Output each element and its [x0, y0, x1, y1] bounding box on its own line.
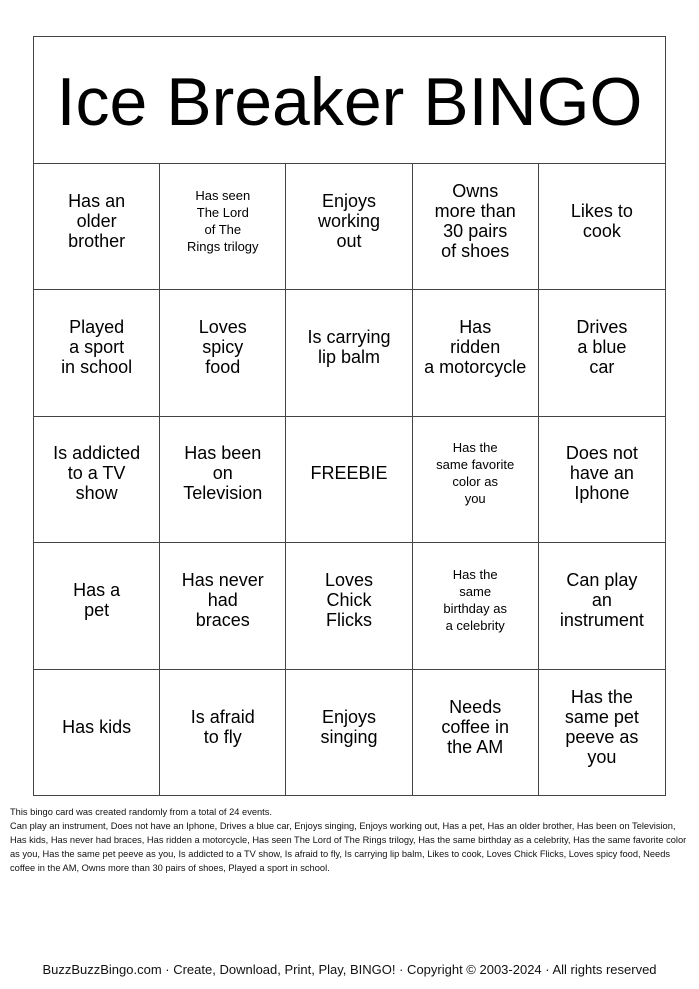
cell-text-line: FREEBIE	[310, 463, 388, 484]
cell-text-line: Rings trilogy	[187, 238, 259, 254]
bingo-cell[interactable]	[34, 417, 160, 543]
cell-text-line: Has the	[570, 686, 633, 707]
cell-text-line: car	[589, 357, 615, 378]
card-description	[10, 805, 690, 875]
bingo-cell[interactable]	[160, 543, 286, 669]
cell-text-line: a blue	[577, 337, 627, 358]
bingo-cell[interactable]	[34, 164, 160, 290]
cell-text-line: you	[587, 746, 617, 767]
bingo-cell[interactable]	[413, 164, 539, 290]
cell-text-line: show	[75, 483, 118, 504]
cell-text-line: you	[464, 491, 486, 507]
cell-text-line: Likes to	[570, 200, 633, 221]
cell-text-line: Can play	[566, 569, 638, 590]
page-footer: BuzzBuzzBingo.com · Create, Download, Print, Play, BINGO! · Copyright © 2003-2024 · All rights reserved	[42, 962, 657, 977]
bingo-cell[interactable]	[286, 670, 412, 796]
bingo-cell[interactable]	[286, 290, 412, 416]
cell-text-line: Has seen	[195, 187, 251, 203]
cell-text-line: Enjoys	[321, 190, 376, 211]
cell-text-line: instrument	[559, 609, 644, 630]
cell-text-line: spicy	[202, 337, 244, 358]
cell-text-line: Is addicted	[53, 443, 141, 464]
bingo-cell[interactable]	[539, 164, 665, 290]
cell-text-line: Television	[183, 483, 263, 504]
cell-text-line: brother	[68, 230, 126, 251]
cell-text-line: a motorcycle	[424, 357, 527, 378]
cell-text-line: Has an	[68, 190, 126, 211]
cell-text-line: Played	[69, 317, 125, 338]
cell-text-line: Needs	[449, 696, 502, 717]
cell-text-line: birthday as	[443, 600, 507, 616]
bingo-cell[interactable]	[160, 164, 286, 290]
bingo-cell[interactable]	[34, 543, 160, 669]
cell-text-line: Does not	[565, 443, 638, 464]
bingo-cell[interactable]	[413, 670, 539, 796]
card-title: Ice Breaker BINGO	[34, 37, 665, 164]
cell-text-line: Enjoys	[321, 706, 376, 727]
cell-text-line: The Lord	[196, 204, 249, 220]
cell-text-line: color as	[452, 474, 498, 490]
cell-text-line: a sport	[69, 337, 125, 358]
cell-text-line: 30 pairs	[443, 220, 508, 241]
cell-text-line: Is carrying	[307, 327, 391, 348]
bingo-cell[interactable]	[539, 290, 665, 416]
bingo-cell[interactable]	[286, 164, 412, 290]
bingo-cell[interactable]	[286, 543, 412, 669]
bingo-cell[interactable]	[539, 543, 665, 669]
bingo-cell[interactable]	[413, 290, 539, 416]
free-space-cell[interactable]	[286, 417, 412, 543]
bingo-cell[interactable]	[34, 290, 160, 416]
cell-text-line: Has the	[452, 440, 498, 456]
bingo-cell[interactable]	[160, 670, 286, 796]
bingo-cell[interactable]	[34, 670, 160, 796]
bingo-cell[interactable]	[160, 417, 286, 543]
cell-text-line: of The	[204, 221, 242, 237]
cell-text-line: older	[76, 210, 117, 231]
cell-text-line: lip balm	[317, 347, 380, 368]
cell-text-line: same pet	[564, 706, 639, 727]
description-intro: This bingo card was created randomly from a total of 24 events.	[10, 807, 272, 817]
cell-text-line: food	[205, 357, 241, 378]
cell-text-line: Has a	[73, 579, 121, 600]
bingo-cell[interactable]	[160, 290, 286, 416]
cell-text-line: cook	[582, 220, 621, 241]
cell-text-line: of shoes	[441, 240, 510, 261]
cell-text-line: on	[212, 463, 233, 484]
cell-text-line: Loves	[198, 317, 247, 338]
bingo-cell[interactable]	[413, 543, 539, 669]
cell-text-line: Drives	[576, 317, 628, 338]
bingo-cell[interactable]	[539, 417, 665, 543]
bingo-cell[interactable]	[413, 417, 539, 543]
cell-text-line: pet	[84, 599, 110, 620]
bingo-card	[33, 36, 666, 796]
cell-text-line: to fly	[203, 726, 242, 747]
cell-text-line: braces	[195, 609, 250, 630]
cell-text-line: Chick	[326, 589, 372, 610]
cell-text-line: working	[317, 210, 380, 231]
cell-text-line: an	[591, 589, 612, 610]
cell-text-line: in school	[61, 357, 133, 378]
cell-text-line: Has never	[181, 569, 264, 590]
bingo-grid	[34, 164, 665, 796]
cell-text-line: singing	[320, 726, 378, 747]
cell-text-line: ridden	[450, 337, 501, 358]
cell-text-line: had	[207, 589, 238, 610]
bingo-cell[interactable]	[539, 670, 665, 796]
description-events: Can play an instrument, Does not have an Iphone, Drives a blue car, Enjoys singing, Enjoys working out, Has a pet, Has an older brother, Has been on Television, Has kids, Has never had braces, Has ridden a motorcycle, Has seen The Lord of The Rings trilogy, Has the same birthday as a celebrity, Has the same favorite color as you, Has the same pet peeve as you, Is addicted to a TV show, Is afraid to fly, Is carrying lip balm, Likes to cook, Loves Chick Flicks, Loves spicy food, Needs coffee in the AM, Owns more than 30 pairs of shoes, Played a sport in school.	[10, 821, 687, 873]
cell-text-line: Owns	[452, 180, 499, 201]
cell-text-line: to a TV	[67, 463, 126, 484]
cell-text-line: Has kids	[62, 716, 132, 737]
cell-text-line: Has the	[452, 566, 498, 582]
cell-text-line: have an	[569, 463, 634, 484]
cell-text-line: the AM	[447, 736, 504, 757]
cell-text-line: out	[336, 230, 362, 251]
cell-text-line: a celebrity	[445, 617, 505, 633]
cell-text-line: Loves	[324, 569, 374, 590]
cell-text-line: same favorite	[436, 457, 515, 473]
cell-text-line: coffee in	[441, 716, 510, 737]
cell-text-line: Iphone	[574, 483, 630, 504]
cell-text-line: Flicks	[325, 609, 372, 630]
cell-text-line: peeve as	[565, 726, 639, 747]
cell-text-line: Has been	[184, 443, 262, 464]
cell-text-line: more than	[434, 200, 516, 221]
cell-text-line: Is afraid	[190, 706, 255, 727]
cell-text-line: same	[459, 583, 492, 599]
cell-text-line: Has	[459, 317, 492, 338]
